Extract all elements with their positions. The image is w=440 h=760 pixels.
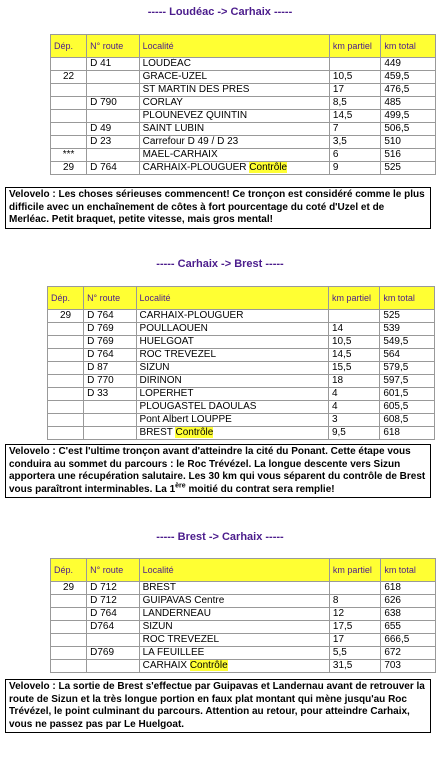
cell-text: D 23 bbox=[90, 136, 112, 147]
cell-total bbox=[381, 582, 436, 595]
table-row bbox=[48, 323, 435, 336]
cell-partiel bbox=[329, 97, 380, 110]
cell-localite bbox=[136, 414, 328, 427]
cell-text: 618 bbox=[383, 427, 400, 438]
cell-text: BREST bbox=[142, 582, 176, 593]
cell-dep bbox=[51, 647, 87, 660]
cell-partiel bbox=[329, 136, 380, 149]
velovelo-note: Velovelo : Les choses sérieuses commencent! Ce tronçon est considéré comme le plus difficile avec un enchaînement de côtes à fort pourcentage du coté d'Uzel et de Merléac. Petit braquet, petite vitesse, mais gros mental! bbox=[5, 187, 431, 229]
cell-total bbox=[381, 149, 436, 162]
column-header-dep: Dép. bbox=[51, 559, 87, 582]
table-row bbox=[51, 634, 436, 647]
cell-text: 6 bbox=[332, 149, 339, 160]
cell-text: 4 bbox=[331, 388, 338, 399]
column-header-localite: Localité bbox=[139, 35, 329, 58]
table-row bbox=[51, 647, 436, 660]
cell-partiel bbox=[329, 58, 380, 71]
cell-text: 597,5 bbox=[383, 375, 409, 386]
cell-localite bbox=[136, 401, 328, 414]
column-header-route: N° route bbox=[84, 287, 136, 310]
cell-text: D 41 bbox=[90, 58, 112, 69]
cell-text: ROC TREVEZEL bbox=[142, 634, 220, 645]
cell-total bbox=[381, 58, 436, 71]
cell-text: 506,5 bbox=[384, 123, 410, 134]
cell-total bbox=[381, 123, 436, 136]
cell-text: 618 bbox=[384, 582, 401, 593]
cell-total bbox=[381, 110, 436, 123]
cell-text: CARHAIX-PLOUGUER bbox=[139, 310, 244, 321]
cell-dep bbox=[48, 388, 84, 401]
cell-route bbox=[84, 323, 136, 336]
cell-text: SIZUN bbox=[142, 621, 173, 632]
cell-dep bbox=[48, 349, 84, 362]
cell-text: 10,5 bbox=[331, 336, 352, 347]
cell-partiel bbox=[328, 349, 379, 362]
cell-text: D 49 bbox=[90, 123, 112, 134]
cell-route bbox=[84, 375, 136, 388]
cell-text: 12 bbox=[332, 608, 345, 619]
cell-text: D 790 bbox=[90, 97, 117, 108]
cell-localite bbox=[139, 123, 329, 136]
table-row bbox=[51, 71, 436, 84]
cell-text: 14,5 bbox=[332, 110, 353, 121]
table-row bbox=[51, 123, 436, 136]
route-table bbox=[50, 558, 436, 673]
column-header-localite: Localité bbox=[139, 559, 329, 582]
cell-text: ST MARTIN DES PRES bbox=[142, 84, 250, 95]
cell-route bbox=[87, 660, 140, 673]
table-row bbox=[51, 110, 436, 123]
cell-partiel bbox=[328, 375, 379, 388]
cell-text: 31,5 bbox=[332, 660, 353, 671]
cell-dep bbox=[48, 336, 84, 349]
route-table bbox=[47, 286, 435, 440]
cell-text: PLOUNEVEZ QUINTIN bbox=[142, 110, 248, 121]
cell-route bbox=[87, 634, 140, 647]
cell-partiel bbox=[329, 634, 380, 647]
column-header-total: km total bbox=[381, 559, 436, 582]
cell-total bbox=[381, 595, 436, 608]
table-row bbox=[48, 388, 435, 401]
cell-text: *** bbox=[62, 149, 75, 160]
cell-text: 29 bbox=[59, 310, 72, 321]
cell-total bbox=[380, 401, 435, 414]
cell-localite bbox=[139, 136, 329, 149]
velovelo-note bbox=[5, 444, 431, 498]
cell-dep bbox=[48, 375, 84, 388]
cell-partiel bbox=[329, 123, 380, 136]
table-header-row bbox=[48, 287, 435, 310]
cell-route bbox=[84, 427, 136, 440]
cell-route bbox=[84, 362, 136, 375]
cell-localite bbox=[136, 349, 328, 362]
cell-total bbox=[380, 349, 435, 362]
cell-route bbox=[87, 582, 140, 595]
cell-total bbox=[380, 362, 435, 375]
route-table-body bbox=[48, 287, 435, 440]
cell-text: D 764 bbox=[90, 608, 117, 619]
column-header-route: N° route bbox=[87, 559, 140, 582]
cell-text: 638 bbox=[384, 608, 401, 619]
table-row bbox=[51, 621, 436, 634]
cell-text: 10,5 bbox=[332, 71, 353, 82]
cell-text: 672 bbox=[384, 647, 401, 658]
cell-localite bbox=[139, 149, 329, 162]
column-header-partiel: km partiel bbox=[329, 559, 380, 582]
cell-partiel bbox=[329, 582, 380, 595]
cell-text: SIZUN bbox=[139, 362, 170, 373]
cell-route bbox=[84, 349, 136, 362]
cell-partiel bbox=[329, 110, 380, 123]
cell-partiel bbox=[328, 323, 379, 336]
cell-text: D 712 bbox=[90, 582, 117, 593]
cell-text: 605,5 bbox=[383, 401, 409, 412]
cell-route bbox=[84, 310, 136, 323]
cell-localite bbox=[139, 634, 329, 647]
cell-text: 525 bbox=[383, 310, 400, 321]
cell-dep bbox=[51, 84, 87, 97]
cell-text: 549,5 bbox=[383, 336, 409, 347]
velovelo-note: Velovelo : La sortie de Brest s'effectue par Guipavas et Landernau avant de retrouver la route de Sizun et la très longue portion en faux plat montant qui mène jusqu'au Roc Trévézel, le point culminant du parcours. Attention au retour, pour atteindre Carhaix, vous ne passez pas par Le Huelgoat. bbox=[5, 679, 431, 733]
cell-route bbox=[87, 84, 140, 97]
column-header-localite: Localité bbox=[136, 287, 328, 310]
cell-route bbox=[84, 401, 136, 414]
cell-text: 666,5 bbox=[384, 634, 410, 645]
cell-text: PLOUGASTEL DAOULAS bbox=[139, 401, 257, 412]
cell-text: SAINT LUBIN bbox=[142, 123, 205, 134]
cell-text: D 769 bbox=[87, 336, 114, 347]
cell-route bbox=[87, 123, 140, 136]
cell-text: POULLAOUEN bbox=[139, 323, 208, 334]
cell-text: ROC TREVEZEL bbox=[139, 349, 217, 360]
cell-localite bbox=[139, 660, 329, 673]
cell-text: 5,5 bbox=[332, 647, 347, 658]
controle-badge: Contrôle bbox=[189, 660, 228, 671]
cell-total bbox=[381, 608, 436, 621]
cell-total bbox=[381, 621, 436, 634]
cell-text: 608,5 bbox=[383, 414, 409, 425]
cell-total bbox=[380, 323, 435, 336]
cell-localite bbox=[136, 323, 328, 336]
cell-text: Carrefour D 49 / D 23 bbox=[142, 136, 239, 147]
cell-text: GRACE-UZEL bbox=[142, 71, 208, 82]
cell-text: 4 bbox=[331, 401, 338, 412]
cell-partiel bbox=[329, 647, 380, 660]
cell-text: 510 bbox=[384, 136, 401, 147]
cell-dep bbox=[48, 427, 84, 440]
cell-text: Pont Albert LOUPPE bbox=[139, 414, 232, 425]
cell-localite bbox=[139, 608, 329, 621]
note-superscript: ère bbox=[175, 482, 186, 490]
cell-total bbox=[380, 336, 435, 349]
cell-localite bbox=[136, 336, 328, 349]
column-header-total: km total bbox=[381, 35, 436, 58]
cell-text: GUIPAVAS Centre bbox=[142, 595, 225, 606]
cell-text: 17 bbox=[332, 634, 345, 645]
cell-dep bbox=[51, 621, 87, 634]
table-header-row bbox=[51, 35, 436, 58]
cell-total bbox=[381, 647, 436, 660]
table-row bbox=[51, 608, 436, 621]
cell-total bbox=[381, 71, 436, 84]
controle-badge: Contrôle bbox=[249, 162, 288, 173]
column-header-total: km total bbox=[380, 287, 435, 310]
cell-text: D 764 bbox=[90, 162, 117, 173]
cell-localite bbox=[136, 310, 328, 323]
cell-partiel bbox=[328, 427, 379, 440]
cell-text: 3 bbox=[331, 414, 338, 425]
section-title: ----- Loudéac -> Carhaix ----- bbox=[147, 6, 293, 18]
cell-partiel bbox=[329, 608, 380, 621]
cell-localite bbox=[139, 58, 329, 71]
cell-localite bbox=[136, 375, 328, 388]
cell-dep bbox=[51, 595, 87, 608]
cell-dep bbox=[51, 123, 87, 136]
cell-localite bbox=[139, 162, 329, 175]
section-title: ----- Brest -> Carhaix ----- bbox=[156, 531, 284, 543]
cell-route bbox=[87, 647, 140, 660]
cell-route bbox=[87, 136, 140, 149]
note-text-end: moitié du contrat sera remplie! bbox=[185, 483, 335, 495]
cell-text: 8 bbox=[332, 595, 339, 606]
cell-text: 601,5 bbox=[383, 388, 409, 399]
table-row bbox=[51, 84, 436, 97]
table-row bbox=[48, 362, 435, 375]
cell-total bbox=[380, 427, 435, 440]
cell-text: 18 bbox=[331, 375, 344, 386]
cell-partiel bbox=[329, 149, 380, 162]
cell-text: D 764 bbox=[87, 310, 114, 321]
table-row bbox=[48, 401, 435, 414]
route-table bbox=[50, 34, 436, 175]
cell-dep bbox=[48, 362, 84, 375]
cell-text: 476,5 bbox=[384, 84, 410, 95]
cell-text: 449 bbox=[384, 58, 401, 69]
cell-total bbox=[381, 97, 436, 110]
cell-text: 539 bbox=[383, 323, 400, 334]
cell-total bbox=[381, 634, 436, 647]
column-header-dep: Dép. bbox=[51, 35, 87, 58]
cell-route bbox=[87, 149, 140, 162]
table-row bbox=[51, 136, 436, 149]
cell-text: 703 bbox=[384, 660, 401, 671]
cell-partiel bbox=[329, 595, 380, 608]
table-row bbox=[51, 58, 436, 71]
cell-partiel bbox=[329, 84, 380, 97]
route-table-body bbox=[51, 559, 436, 673]
cell-route bbox=[87, 97, 140, 110]
cell-text: 17,5 bbox=[332, 621, 353, 632]
cell-text: D 33 bbox=[87, 388, 109, 399]
cell-localite bbox=[136, 388, 328, 401]
cell-text: 459,5 bbox=[384, 71, 410, 82]
table-row bbox=[51, 97, 436, 110]
cell-text: 485 bbox=[384, 97, 401, 108]
cell-total bbox=[380, 310, 435, 323]
cell-text: DIRINON bbox=[139, 375, 182, 386]
cell-text: 9,5 bbox=[331, 427, 346, 438]
cell-text: 29 bbox=[62, 582, 75, 593]
cell-route bbox=[87, 71, 140, 84]
cell-partiel bbox=[328, 401, 379, 414]
cell-dep bbox=[51, 149, 87, 162]
cell-dep bbox=[51, 110, 87, 123]
cell-partiel bbox=[328, 362, 379, 375]
cell-route bbox=[87, 608, 140, 621]
cell-text: 7 bbox=[332, 123, 339, 134]
cell-text: 29 bbox=[62, 162, 75, 173]
cell-dep bbox=[48, 310, 84, 323]
table-row bbox=[51, 162, 436, 175]
column-header-partiel: km partiel bbox=[329, 35, 380, 58]
cell-dep bbox=[51, 97, 87, 110]
cell-text: LOUDÉAC bbox=[142, 58, 191, 69]
cell-localite bbox=[139, 595, 329, 608]
cell-text: 579,5 bbox=[383, 362, 409, 373]
column-header-dep: Dép. bbox=[48, 287, 84, 310]
cell-route bbox=[84, 414, 136, 427]
cell-dep bbox=[48, 323, 84, 336]
cell-text: 499,5 bbox=[384, 110, 410, 121]
cell-localite bbox=[136, 362, 328, 375]
cell-text: 9 bbox=[332, 162, 339, 173]
cell-dep bbox=[51, 660, 87, 673]
cell-text: D764 bbox=[90, 621, 114, 632]
cell-text: LANDERNEAU bbox=[142, 608, 211, 619]
table-row bbox=[48, 375, 435, 388]
cell-text: 14 bbox=[331, 323, 344, 334]
cell-total bbox=[380, 388, 435, 401]
table-row bbox=[48, 414, 435, 427]
cell-route bbox=[87, 58, 140, 71]
cell-text: 655 bbox=[384, 621, 401, 632]
table-row bbox=[48, 349, 435, 362]
cell-dep bbox=[51, 608, 87, 621]
cell-dep bbox=[48, 414, 84, 427]
table-row bbox=[48, 336, 435, 349]
cell-text: LA FEUILLEE bbox=[142, 647, 205, 658]
cell-dep bbox=[51, 58, 87, 71]
route-table-body bbox=[51, 35, 436, 175]
cell-route bbox=[87, 621, 140, 634]
cell-text: MAEL-CARHAIX bbox=[142, 149, 218, 160]
cell-route bbox=[87, 595, 140, 608]
cell-localite bbox=[139, 84, 329, 97]
cell-text: 8,5 bbox=[332, 97, 347, 108]
cell-total bbox=[380, 375, 435, 388]
cell-dep bbox=[51, 162, 87, 175]
cell-total bbox=[381, 162, 436, 175]
cell-localite bbox=[139, 647, 329, 660]
cell-route bbox=[87, 162, 140, 175]
cell-text: LOPERHET bbox=[139, 388, 194, 399]
cell-partiel bbox=[328, 336, 379, 349]
cell-partiel bbox=[328, 414, 379, 427]
note-text: Velovelo : C'est l'ultime tronçon avant d'atteindre la cité du Ponant. Cette étape vous conduira au sommet du parcours : le Roc Trévézel. La longue descente vers Sizun apportera une récupération salutaire. Les 30 km qui vous séparent du contrôle de Brest vous paraîtront interminables. La 1 bbox=[9, 446, 426, 495]
cell-text: D 764 bbox=[87, 349, 114, 360]
cell-localite bbox=[139, 110, 329, 123]
cell-partiel bbox=[329, 621, 380, 634]
cell-text: BREST bbox=[139, 427, 173, 438]
table-row bbox=[51, 660, 436, 673]
table-row bbox=[48, 427, 435, 440]
cell-total bbox=[380, 414, 435, 427]
table-row bbox=[48, 310, 435, 323]
cell-dep bbox=[51, 136, 87, 149]
cell-dep bbox=[51, 71, 87, 84]
cell-text: HUELGOAT bbox=[139, 336, 194, 347]
cell-text: 626 bbox=[384, 595, 401, 606]
cell-text: D 87 bbox=[87, 362, 109, 373]
controle-badge: Contrôle bbox=[175, 427, 214, 438]
cell-route bbox=[87, 110, 140, 123]
cell-text: 15,5 bbox=[331, 362, 352, 373]
cell-total bbox=[381, 84, 436, 97]
cell-text: 516 bbox=[384, 149, 401, 160]
cell-text: 564 bbox=[383, 349, 400, 360]
column-header-partiel: km partiel bbox=[328, 287, 379, 310]
cell-text: CARHAIX-PLOUGUER bbox=[142, 162, 247, 173]
cell-dep bbox=[51, 634, 87, 647]
cell-localite bbox=[139, 71, 329, 84]
cell-text: D 770 bbox=[87, 375, 114, 386]
cell-total bbox=[381, 136, 436, 149]
cell-text: 3,5 bbox=[332, 136, 347, 147]
cell-text: D 712 bbox=[90, 595, 117, 606]
cell-localite bbox=[136, 427, 328, 440]
cell-localite bbox=[139, 97, 329, 110]
cell-text: D 769 bbox=[87, 323, 114, 334]
table-row bbox=[51, 149, 436, 162]
cell-dep bbox=[48, 401, 84, 414]
cell-total bbox=[381, 660, 436, 673]
cell-text: CARHAIX bbox=[142, 660, 188, 671]
cell-localite bbox=[139, 582, 329, 595]
section-title: ----- Carhaix -> Brest ----- bbox=[156, 258, 284, 270]
cell-partiel bbox=[328, 388, 379, 401]
table-row bbox=[51, 582, 436, 595]
cell-route bbox=[84, 388, 136, 401]
cell-text: CORLAY bbox=[142, 97, 183, 108]
table-header-row bbox=[51, 559, 436, 582]
column-header-route: N° route bbox=[87, 35, 140, 58]
cell-text: 525 bbox=[384, 162, 401, 173]
cell-route bbox=[84, 336, 136, 349]
cell-text: D769 bbox=[90, 647, 114, 658]
cell-localite bbox=[139, 621, 329, 634]
cell-dep bbox=[51, 582, 87, 595]
cell-partiel bbox=[329, 71, 380, 84]
cell-text: 17 bbox=[332, 84, 345, 95]
table-row bbox=[51, 595, 436, 608]
cell-text: 22 bbox=[62, 71, 75, 82]
cell-partiel bbox=[329, 660, 380, 673]
cell-text: 14,5 bbox=[331, 349, 352, 360]
cell-partiel bbox=[328, 310, 379, 323]
cell-partiel bbox=[329, 162, 380, 175]
